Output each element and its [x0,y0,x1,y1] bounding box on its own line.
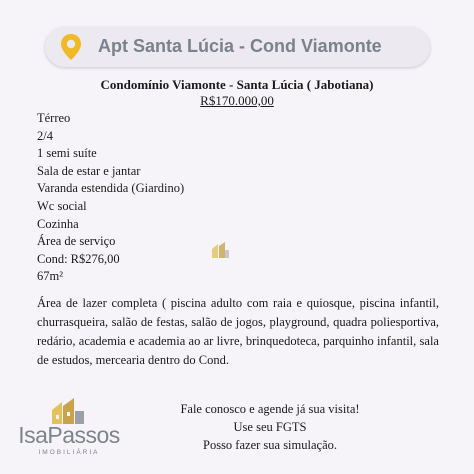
feature-item: Cond: R$276,00 [37,251,120,266]
feature-item: Varanda estendida (Giardino) [37,181,185,196]
feature-item: 2/4 [37,128,53,143]
listing-subtitle: Condomínio Viamonte - Santa Lúcia ( Jabotiana) [100,77,374,92]
contact-line: Posso fazer sua simulação. [203,438,337,452]
feature-item: 1 semi suíte [37,146,97,161]
feature-item: Cozinha [37,216,79,231]
logo-name: IsaPassos [18,422,120,448]
contact-line: Use seu FGTS [233,420,307,434]
page-title: Apt Santa Lúcia - Cond Viamonte [98,36,382,56]
company-logo [18,398,120,464]
features-list [37,110,184,286]
listing-price: R$170.000,00 [200,93,274,108]
location-pin-icon [60,33,82,61]
feature-item: 67m² [37,269,63,284]
feature-item: Wc social [37,198,87,213]
contact-line: Fale conosco e agende já sua visita! [180,402,360,416]
feature-item: Sala de estar e jantar [37,163,141,178]
leisure-description: Área de lazer completa ( piscina adulto com raia e quiosque, piscina infantil, churrasqueira, salão de festas, salão de jogos, playground, quadra poliesportiva, redário, academia e academia ao ar livre, brinquedoteca, parquinho infantil, sala de estudos, mercearia dentro do Cond. [37,296,439,367]
house-logo-icon [50,398,86,424]
logo-tagline: IMOBILIÁRIA [38,449,100,456]
feature-item: Térreo [37,111,71,125]
watermark-logo-icon [210,241,230,259]
feature-item: Área de serviço [37,234,116,249]
